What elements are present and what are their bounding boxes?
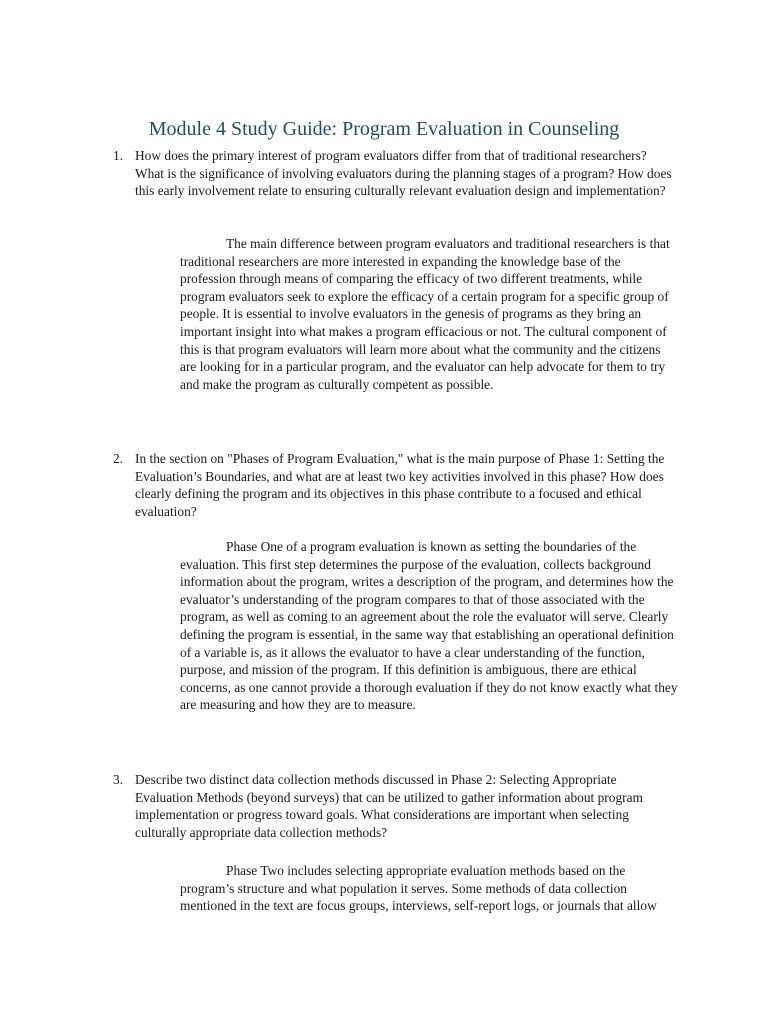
- question-2: [113, 450, 673, 520]
- document-title: Module 4 Study Guide: Program Evaluation in Counseling: [148, 118, 620, 140]
- question-text: How does the primary interest of program evaluators differ from that of traditional researchers? What is the significance of involving evaluators during the planning stages of a program? How does this early involvement relate to ensuring culturally relevant evaluation design and implementation?: [135, 148, 672, 199]
- answer-2: Phase One of a program evaluation is known as setting the boundaries of the evaluation. This first step determines the purpose of the evaluation, collects background information about the program, writes a description of the program, and determines how the evaluator’s understanding of the program compares to that of those associated with the program, as well as coming to an agreement about the role the evaluator will serve. Clearly defining the program is essential, in the same way that establishing an operational definition of a variable is, as it allows the evaluator to have a clear understanding of the function, purpose, and mission of the program. If this definition is ambiguous, there are ethical concerns, as one cannot provide a thorough evaluation if they do not know exactly what they are measuring and how they are to measure.: [180, 539, 678, 713]
- question-3: [113, 771, 673, 841]
- question-1: [113, 147, 673, 200]
- question-number: 2.: [113, 451, 124, 466]
- question-text: In the section on "Phases of Program Evaluation," what is the main purpose of Phase 1: Setting the Evaluation’s Boundaries, and what are at least two key activities involved in this phase? How does clearly defining the program and its objectives in this phase contribute to a focused and ethical evaluation?: [135, 451, 665, 519]
- answer-3: Phase Two includes selecting appropriate evaluation methods based on the program’s structure and what population it serves. Some methods of data collection mentioned in the text are focus groups, interviews, self-report logs, or journals that allow: [180, 863, 657, 914]
- question-number: 3.: [113, 772, 124, 787]
- question-number: 1.: [113, 148, 124, 163]
- answer-1: The main difference between program evaluators and traditional researchers is that traditional researchers are more interested in expanding the knowledge base of the profession through means of comparing the efficacy of two different treatments, while program evaluators seek to explore the efficacy of a certain program for a specific group of people. It is essential to involve evaluators in the genesis of programs as they bring an important insight into what makes a program efficacious or not. The cultural component of this is that program evaluators will learn more about what the community and the citizens are looking for in a particular program, and the evaluator can help advocate for them to try and make the program as culturally competent as possible.: [180, 236, 670, 392]
- question-text: Describe two distinct data collection methods discussed in Phase 2: Selecting Appropriate Evaluation Methods (beyond surveys) that can be utilized to gather information about program implementation or progress toward goals. What considerations are important when selecting culturally appropriate data collection methods?: [135, 772, 643, 840]
